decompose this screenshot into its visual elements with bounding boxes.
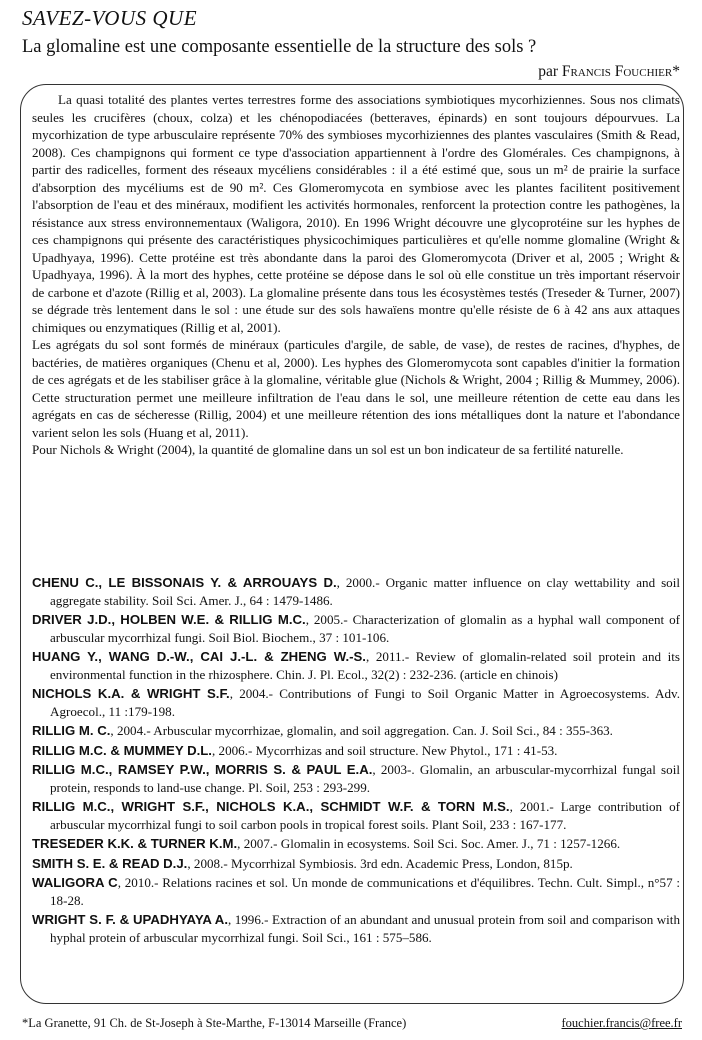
reference-text: , 2000.- Organic matter influence on clay wettability and soil aggregate stability. Soil Sci. Amer. J., 64 : 1479-1486. <box>50 575 680 608</box>
reference-item <box>32 761 680 796</box>
reference-item <box>32 855 680 873</box>
body-paragraph: Pour Nichols & Wright (2004), la quantité de glomaline dans un sol est un bon indicateur de sa fertilité naturelle. <box>32 442 624 457</box>
reference-item <box>32 835 680 853</box>
author-address: *La Granette, 91 Ch. de St-Joseph à Ste-Marthe, F-13014 Marseille (France) <box>22 1016 407 1030</box>
body-paragraph: Les agrégats du sol sont formés de minéraux (particules d'argile, de sable, de vase), de restes de racines, d'hyphes, de bactéries, de matières organiques (Chenu et al, 2000). Les hyphes des Glomeromycota sont capables d'initier la formation de ces agrégats et de les stabiliser grâce à la glomaline, véritable glue (Nichols & Wright, 2004 ; Rillig & Mummey, 2006). Cette structuration permet une meilleure infiltration de l'eau dans le sol, une meilleure rétention de cette eau dans les agrégats en cas de sécheresse (Rillig, 2004) et une meilleure rétention des ions métalliques dont la nature et l'abondance varient selon les sols (Huang et al, 2011). <box>32 337 680 440</box>
byline-author: Francis Fouchier <box>561 63 673 80</box>
reference-text: , 2001.- Large contribution of arbuscular mycorrhizal fungi to soil carbon pools in tropical forest soils. Plant Soil, 233 : 167-177. <box>50 799 680 832</box>
reference-text: , 2004.- Contributions of Fungi to Soil Organic Matter in Agroecosystems. Adv. Agroecol., 11 :179-198. <box>50 686 680 719</box>
reference-item <box>32 722 680 740</box>
reference-authors: HUANG Y., WANG D.-W., CAI J.-L. & ZHENG W.-S. <box>32 649 366 664</box>
reference-authors: RILLIG M.C. & MUMMEY D.L. <box>32 742 212 758</box>
rubric-heading: SAVEZ-VOUS QUE <box>22 6 198 30</box>
reference-item <box>32 874 680 909</box>
reference-text: , 2005.- Characterization of glomalin as a hyphal wall component of arbuscular mycorrhizal fungi. Soil Biol. Biochem., 37 : 101-106. <box>50 612 681 645</box>
reference-item <box>32 685 680 720</box>
reference-authors: SMITH S. E. & READ D.J. <box>32 855 188 871</box>
reference-item <box>32 611 680 646</box>
byline <box>538 63 680 81</box>
reference-text: , 2006.- Mycorrhizas and soil structure. New Phytol., 171 : 41-53. <box>211 742 558 758</box>
reference-text: , 2007.- Glomalin in ecosystems. Soil Sci. Soc. Amer. J., 71 : 1257-1266. <box>237 836 621 851</box>
article-body <box>32 91 680 459</box>
reference-authors: RILLIG M. C. <box>32 723 111 738</box>
reference-item <box>32 648 680 683</box>
reference-authors: WALIGORA C <box>32 875 118 890</box>
reference-authors: NICHOLS K.A. & WRIGHT S.F. <box>32 686 230 701</box>
reference-text: , 2008.- Mycorrhizal Symbiosis. 3rd edn. Academic Press, London, 815p. <box>187 855 573 871</box>
article-title: La glomaline est une composante essentielle de la structure des sols ? <box>22 37 537 57</box>
reference-item <box>32 574 680 609</box>
reference-text: , 1996.- Extraction of an abundant and unusual protein from soil and comparison with hyphal protein of arbuscular mycorrhizal fungi. Soil Sci., 161 : 575–586. <box>50 912 680 945</box>
byline-prefix: par <box>538 63 562 80</box>
reference-authors: RILLIG M.C., RAMSEY P.W., MORRIS S. & PAUL E.A. <box>32 762 373 777</box>
reference-authors: DRIVER J.D., HOLBEN W.E. & RILLIG M.C. <box>32 612 306 627</box>
page-footer <box>22 1016 682 1031</box>
byline-mark: * <box>672 63 680 80</box>
reference-list <box>32 574 680 948</box>
reference-item <box>32 911 680 946</box>
reference-authors: CHENU C., LE BISSONAIS Y. & ARROUAYS D. <box>32 575 337 590</box>
reference-text: , 2010.- Relations racines et sol. Un monde de communications et d'équilibres. Techn. Cult. Simpl., n°57 : 18-28. <box>50 875 680 908</box>
reference-item <box>32 742 680 760</box>
reference-text: , 2003-. Glomalin, an arbuscular-mycorrhizal fungal soil protein, responds to land-use change. Pl. Soil, 253 : 293-299. <box>50 762 680 795</box>
body-paragraph: La quasi totalité des plantes vertes terrestres forme des associations symbiotiques mycorhiziennes. Sous nos climats seules les crucifères (choux, colza) et les chénopodiacées (betteraves, épinards) en sont toujours dépourvues. La mycorhization de type arbusculaire représente 70% des symbioses mycorhiziennes des plantes vasculaires (Smith & Read, 2008). Ces champignons qui forment ce type d'association appartiennent à l'ordre des Glomérales. Ces champignons, à partir des radicelles, forment des réseaux mycéliens considérables : il a été estimé que, sous un m² de prairie la surface d'absorption des mycéliums est de 90 m². Ces Glomeromycota en symbiose avec les plantes facilitent positivement l'absorption de l'eau et des minéraux, modifient les activités hormonales, renforcent la protection contre les pathogènes, la résistance aux stress environnementaux (Waligora, 2010). En 1996 Wright découvre une glycoprotéine sur les hyphes de ces champignons qui présente des caractéristiques physicochimiques particulières et qu'elle nomme glomaline (Wright & Upadhyaya, 1996). Cette protéine est très abondante dans la paroi des Glomeromycota (Driver et al, 2005 ; Wright & Upadhyaya, 1996). À la mort des hyphes, cette protéine se dépose dans le sol où elle constitue un très important réservoir de carbone et d'azote (Rillig et al, 2003). La glomaline présente dans tous les écosystèmes testés (Treseder & Turner, 2007) se dégrade très lentement dans le sol : une étude sur des sols hawaïens montre qu'elle résiste de 6 à 42 ans aux attaques chimiques ou enzymatiques (Rillig et al, 2001). <box>32 92 680 335</box>
reference-authors: TRESEDER K.K. & TURNER K.M. <box>32 836 238 851</box>
reference-text: , 2011.- Review of glomalin-related soil protein and its environmental function in the rhizosphere. Chin. J. Pl. Ecol., 32(2) : 232-236. (article en chinois) <box>50 649 681 682</box>
reference-authors: RILLIG M.C., WRIGHT S.F., NICHOLS K.A., SCHMIDT W.F. & TORN M.S. <box>32 799 510 814</box>
reference-authors: WRIGHT S. F. & UPADHYAYA A. <box>32 912 228 927</box>
reference-item <box>32 798 680 833</box>
reference-text: , 2004.- Arbuscular mycorrhizae, glomalin, and soil aggregation. Can. J. Soil Sci., 84 : 355-363. <box>110 723 613 738</box>
author-email-link[interactable]: fouchier.francis@free.fr <box>561 1016 682 1030</box>
